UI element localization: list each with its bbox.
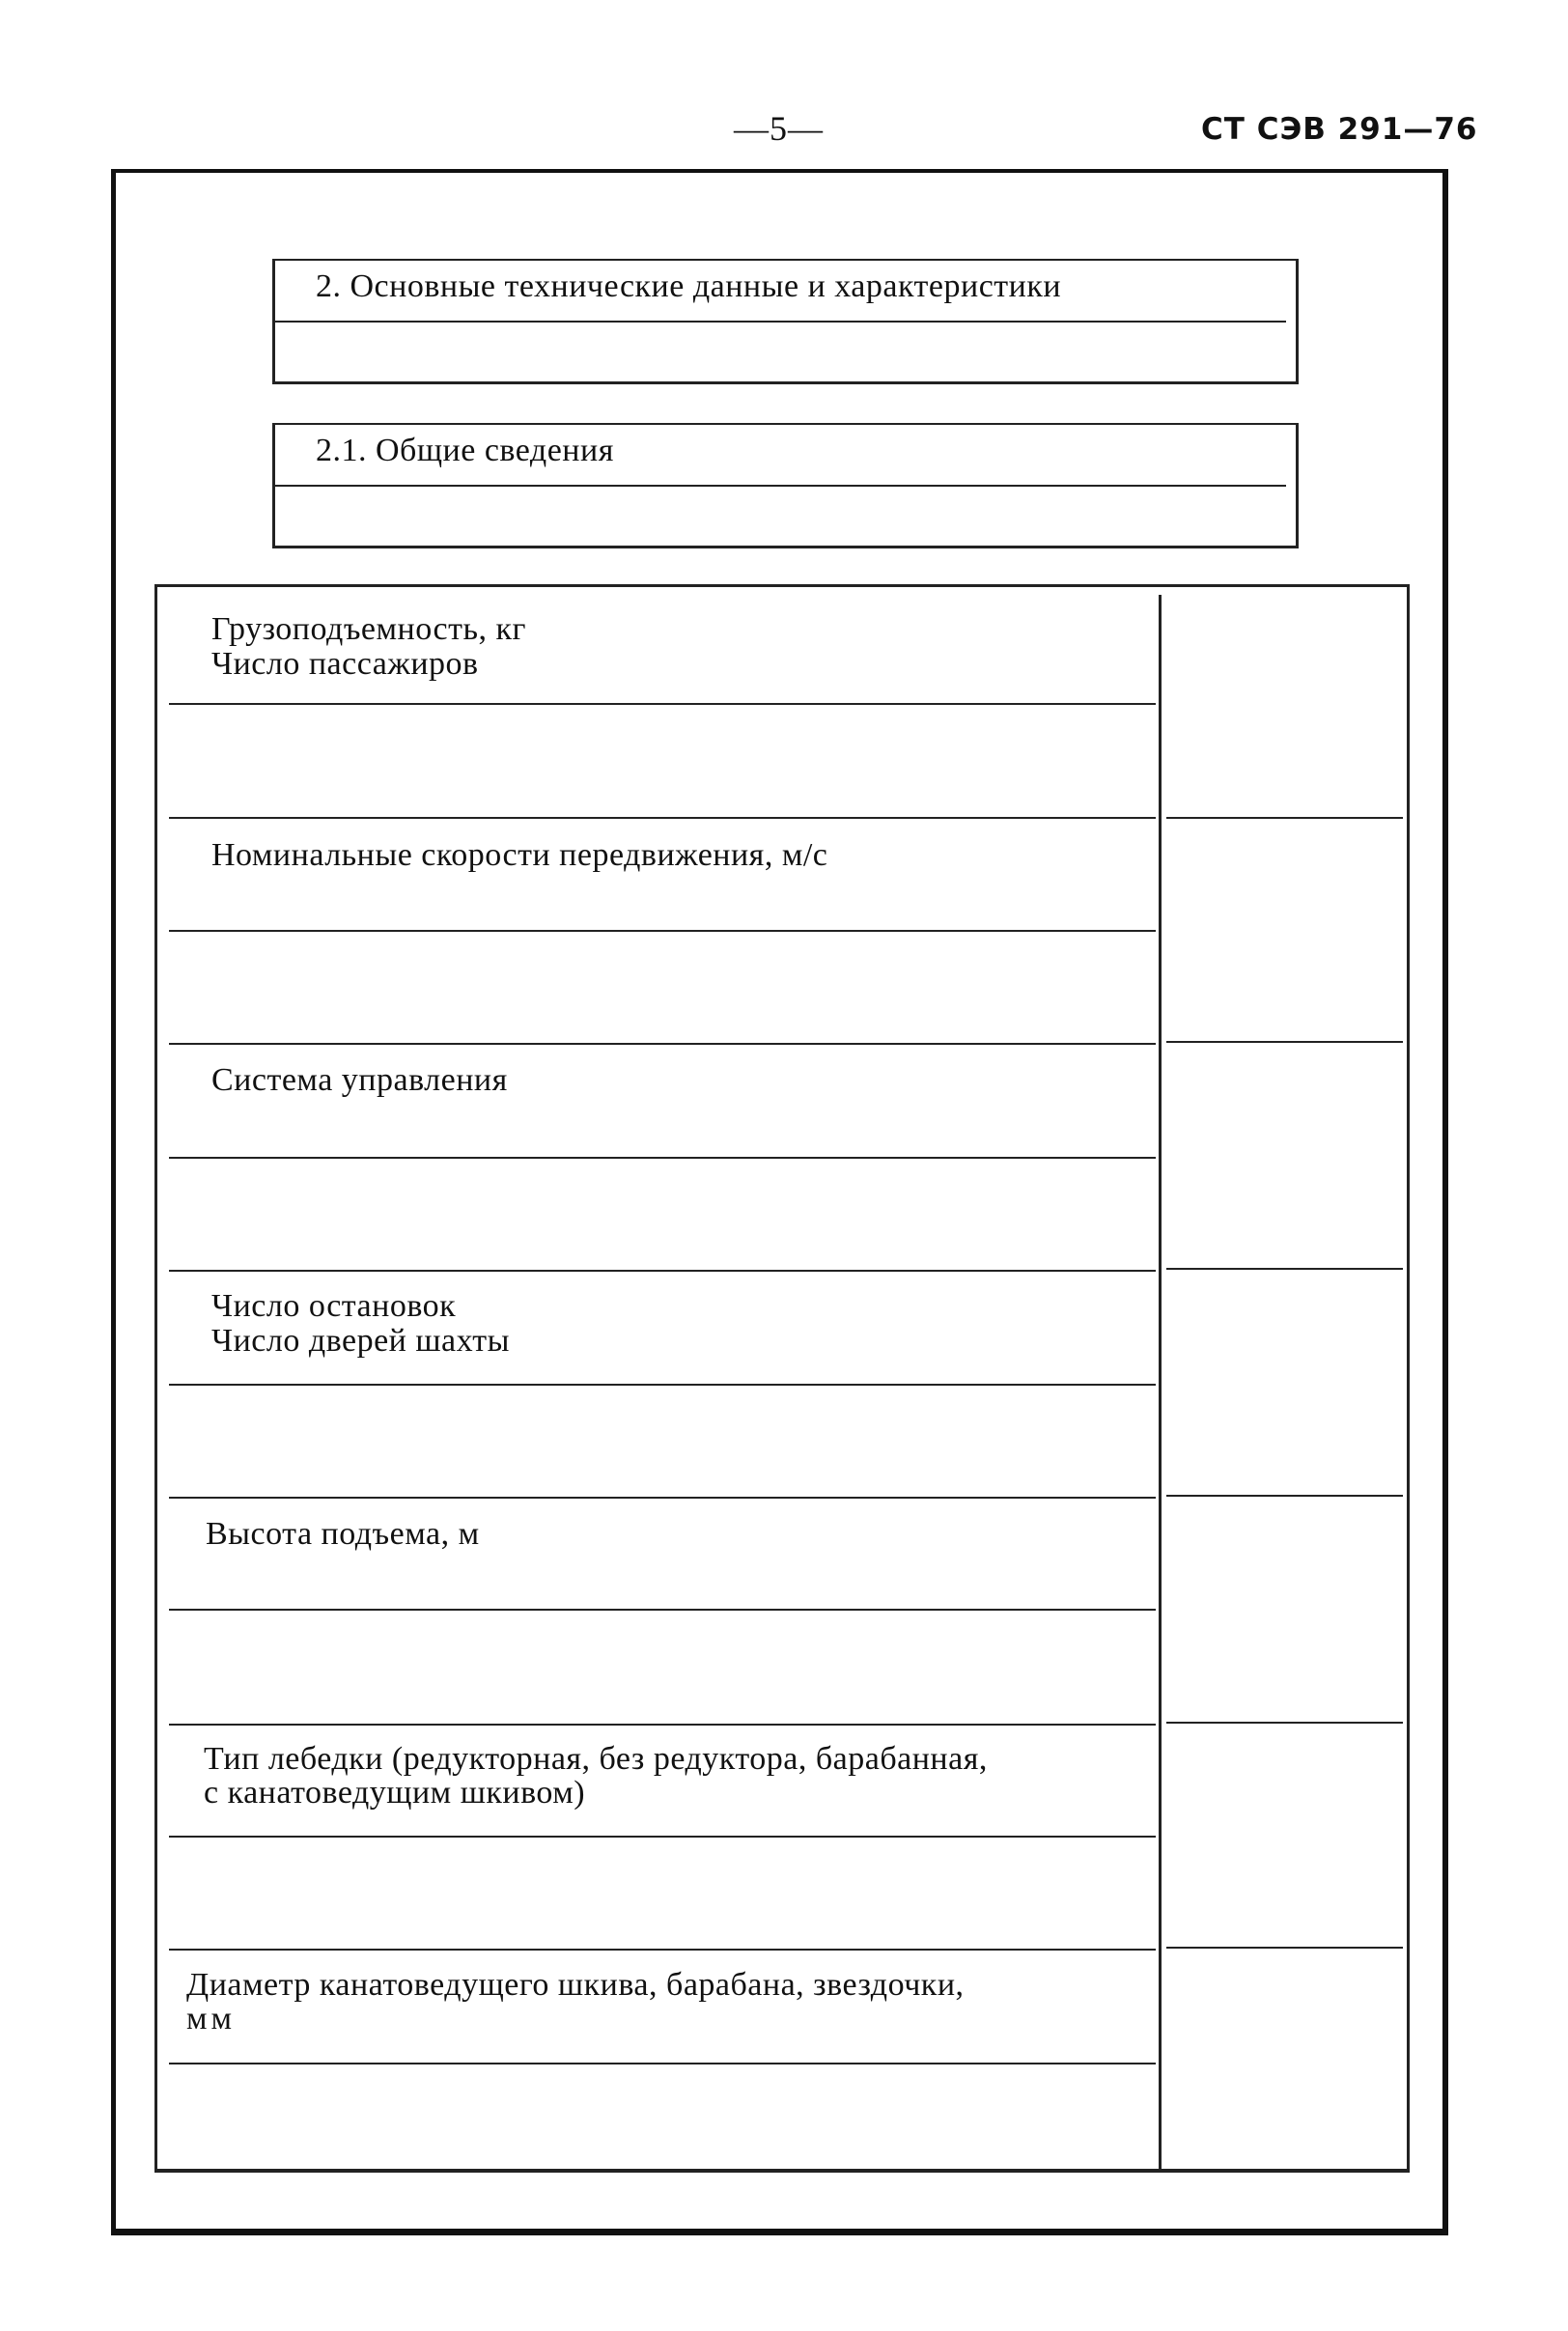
row-line [169, 1043, 1156, 1045]
row-label: Грузоподъемность, кг [211, 611, 526, 647]
value-cell-line [1166, 817, 1403, 819]
row-label: с канатоведущим шкивом) [204, 1775, 586, 1811]
row-line [169, 2063, 1156, 2064]
page-number: —5— [734, 109, 824, 148]
value-cell-line [1166, 1947, 1403, 1949]
row-line [169, 930, 1156, 932]
row-line [169, 1724, 1156, 1726]
value-cell-line [1166, 1268, 1403, 1270]
row-label: Число пассажиров [211, 646, 479, 682]
section-2-title: 2. Основные технические данные и характеристики [316, 268, 1062, 304]
row-label: мм [186, 2001, 237, 2036]
row-line [169, 817, 1156, 819]
row-line [169, 1157, 1156, 1159]
section-2-1-box [272, 423, 1299, 548]
row-line [169, 1384, 1156, 1386]
value-cell-line [1166, 1495, 1403, 1497]
row-label: Число остановок [211, 1288, 457, 1324]
row-line [169, 1949, 1156, 1951]
row-label: Высота подъема, м [206, 1516, 480, 1552]
row-label: Номинальные скорости передвижения, м/с [211, 837, 828, 873]
row-label: Диаметр канатоведущего шкива, барабана, звездочки, [186, 1967, 965, 2003]
row-line [169, 1836, 1156, 1838]
standard-code: СТ СЭВ 291—76 [1201, 112, 1478, 147]
row-label: Система управления [211, 1062, 508, 1098]
row-line [169, 1497, 1156, 1499]
row-label: Число дверей шахты [211, 1323, 511, 1359]
section-2-box [272, 259, 1299, 384]
value-cell-line [1166, 1041, 1403, 1043]
row-line [169, 1270, 1156, 1272]
general-data-table [154, 584, 1410, 2173]
row-line [169, 703, 1156, 705]
section-2-1-title: 2.1. Общие сведения [316, 433, 614, 468]
column-separator [1159, 595, 1162, 2169]
section-2-1-divider [275, 485, 1286, 487]
section-2-divider [275, 321, 1286, 323]
row-line [169, 1609, 1156, 1611]
value-cell-line [1166, 1722, 1403, 1724]
row-label: Тип лебедки (редукторная, без редуктора, барабанная, [204, 1741, 988, 1777]
